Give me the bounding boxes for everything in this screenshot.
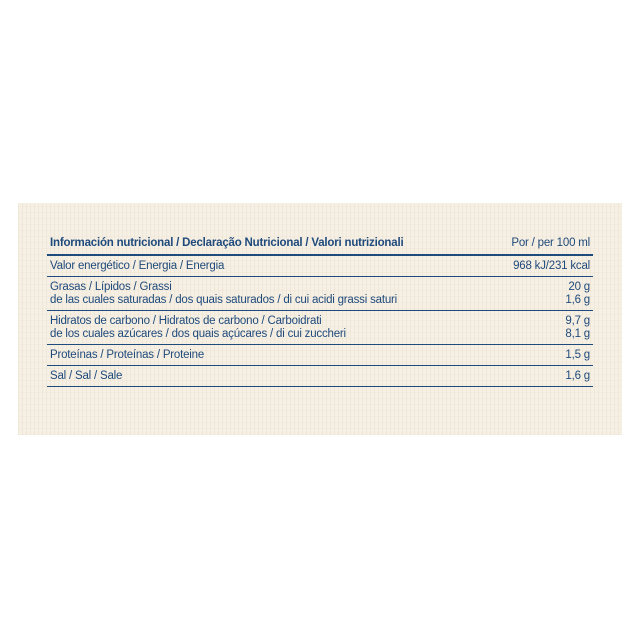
table-row-energy — [47, 256, 593, 277]
table-row-protein — [47, 345, 593, 366]
table-row-carbohydrates — [47, 311, 593, 345]
row-value: 1,6 g — [565, 370, 590, 382]
table-row-salt — [47, 366, 593, 387]
table-line — [50, 260, 590, 273]
nutrition-label-panel — [18, 203, 622, 435]
table-line — [50, 328, 590, 341]
row-sublabel: de las cuales saturadas / dos quais saturados / di cui acidi grassi saturi — [50, 294, 398, 306]
row-value: 1,6 g — [565, 294, 590, 306]
row-value: 20 g — [568, 281, 590, 293]
table-line — [50, 349, 590, 362]
header-unit: Por / per 100 ml — [511, 237, 590, 249]
row-label: Hidratos de carbono / Hidratos de carbono / Carboidrati — [50, 315, 322, 327]
header-title: Información nutricional / Declaração Nutricional / Valori nutrizionali — [50, 237, 404, 249]
nutrition-table — [47, 234, 593, 387]
row-sublabel: de los cuales azúcares / dos quais açúcares / di cui zuccheri — [50, 328, 346, 340]
row-value: 8,1 g — [565, 328, 590, 340]
table-line — [50, 294, 590, 307]
row-label: Grasas / Lípidos / Grassi — [50, 281, 172, 293]
row-value: 1,5 g — [565, 349, 590, 361]
table-line — [50, 281, 590, 294]
table-line — [50, 370, 590, 383]
table-header — [47, 234, 593, 256]
row-label: Proteínas / Proteínas / Proteine — [50, 349, 205, 361]
row-value: 9,7 g — [565, 315, 590, 327]
row-label: Sal / Sal / Sale — [50, 370, 123, 382]
table-row-fat — [47, 277, 593, 311]
row-label: Valor energético / Energia / Energia — [50, 260, 225, 272]
table-line — [50, 315, 590, 328]
row-value: 968 kJ/231 kcal — [513, 260, 590, 272]
